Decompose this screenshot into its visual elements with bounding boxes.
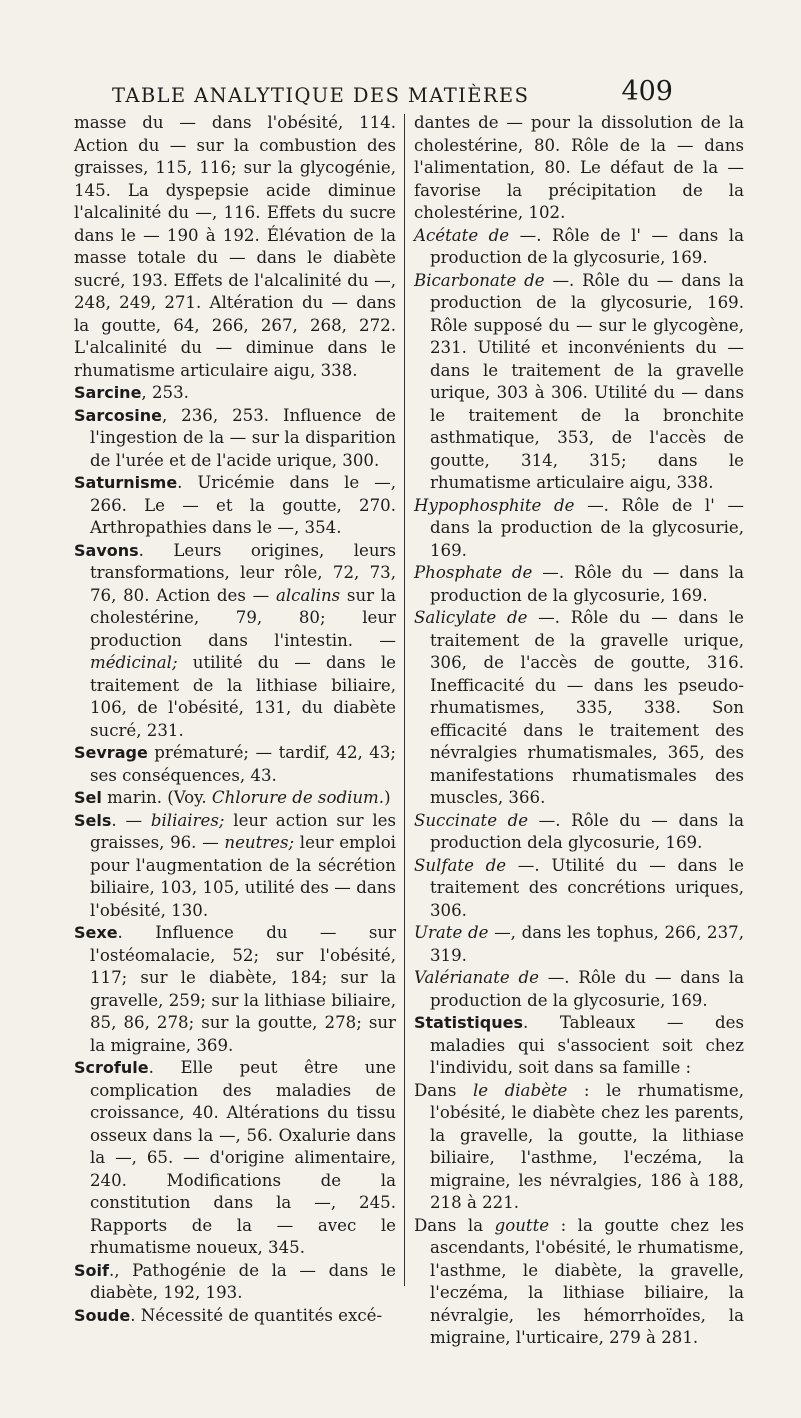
page-number: 409	[621, 76, 673, 107]
index-entry	[414, 607, 744, 810]
entry-italic-term: neutres;	[224, 833, 295, 852]
index-entry	[74, 1057, 396, 1260]
entry-headword: Sexe	[74, 923, 118, 942]
entry-italic-term: Salicylate de	[414, 608, 528, 627]
entry-text: ., Pathogénie de la — dans le diabète, 192, 193.	[90, 1260, 396, 1302]
entry-text: leur emploi pour l'augmentation de la sécrétion biliaire, 103, 105, utilité des — dans l'obésité, 130.	[90, 833, 396, 920]
entry-headword: Savons	[74, 540, 139, 560]
entry-italic-term: Hypophosphite de	[414, 495, 575, 515]
index-entry	[414, 810, 744, 855]
entry-text: sur la cholestérine, 79, 80; leur production dans l'intestin. —	[90, 585, 397, 650]
entry-text: . Uricémie dans le —, 266. Le — et la goutte, 270. Arthropathies dans le —, 354.	[90, 473, 396, 537]
index-entry-continuation	[74, 112, 396, 382]
entry-italic-term: médicinal;	[90, 653, 178, 672]
index-entry	[414, 1215, 744, 1350]
entry-text: —, dans les tophus, 266, 237, 319.	[430, 923, 745, 965]
index-entry	[414, 967, 744, 1012]
index-entry	[74, 810, 396, 923]
entry-text: leur action sur les graisses, 96. —	[90, 810, 397, 852]
entry-text: . Nécessité de quantités excé-	[130, 1305, 383, 1325]
entry-text: . Influence du — sur l'ostéomalacie, 52; sur l'obésité, 117; sur le diabète, 184; sur la gravelle, 259; sur la lithiase biliaire, 85, 86, 278; sur la goutte, 278; sur la migraine, 369.	[90, 923, 396, 1055]
entry-text: —. Rôle de l' — dans la production de la glycosurie, 169.	[430, 495, 744, 560]
column-divider	[404, 114, 405, 1286]
entry-italic-term: biliaires;	[150, 810, 225, 830]
index-entry	[74, 787, 396, 810]
index-entry	[74, 405, 396, 473]
running-title: TABLE ANALYTIQUE DES MATIÈRES	[112, 84, 530, 107]
index-entry	[414, 495, 744, 563]
entry-text: —. Rôle du — dans la production de la glycosurie, 169.	[430, 563, 744, 605]
entry-italic-term: Urate de	[414, 923, 489, 942]
index-entry	[414, 922, 744, 967]
entry-headword: Sarcine	[74, 383, 142, 402]
index-column-left	[74, 112, 396, 1327]
entry-italic-term: Sulfate de	[414, 855, 507, 875]
entry-headword: Saturnisme	[74, 473, 178, 492]
entry-text: —. Rôle de l' — dans la production de la glycosurie, 169.	[430, 225, 744, 267]
index-entry	[414, 855, 744, 923]
entry-headword: Soif	[74, 1260, 109, 1280]
entry-text: —. Rôle du — dans le traitement de la gravelle urique, 306, de l'accès de goutte, 316. Inefficacité du — dans les pseudo-rhumatismes, 335, 338. Son efficacité dans le traitement des névralgies rhumatismales, 365, des manifestations rhumatismales des muscles, 366.	[430, 608, 744, 807]
entry-text: masse du — dans l'obésité, 114. Action du — sur la combustion des graisses, 115, 116; sur la glycogénie, 145. La dyspepsie acide diminue l'alcalinité du —, 116. Effets du sucre dans le — 190 à 192. Élévation de la masse totale du — dans le diabète sucré, 193. Effets de l'alcalinité du —, 248, 249, 271. Altération du — dans la goutte, 64, 266, 267, 268, 272. L'alcalinité du — diminue dans le rhumatisme articulaire aigu, 338.	[74, 113, 396, 380]
entry-headword: Sel	[74, 788, 102, 807]
entry-text: : la goutte chez les ascendants, l'obésité, le rhumatisme, l'asthme, le diabète, la gravelle, l'eczéma, la lithiase biliaire, la névralgie, les hémorrhoïdes, la migraine, l'urticaire, 279 à 281.	[430, 1215, 745, 1347]
entry-headword: Statistiques	[414, 1013, 523, 1032]
page-header	[0, 74, 801, 110]
entry-italic-term: goutte	[494, 1215, 550, 1235]
entry-headword: Sels	[74, 810, 112, 830]
index-entry	[414, 1080, 744, 1215]
entry-italic-term: Chlorure de sodium.	[211, 788, 385, 807]
entry-headword: Scrofule	[74, 1058, 149, 1077]
entry-text: —. Rôle du — dans la production de la glycosurie, 169.	[430, 968, 744, 1010]
entry-text: —. Utilité du — dans le traitement des concrétions uriques, 306.	[430, 855, 744, 920]
entry-italic-term: Phosphate de	[414, 563, 533, 582]
entry-text: . Leurs origines, leurs transformations, leur rôle, 72, 73, 76, 80. Action des —	[90, 540, 396, 605]
entry-italic-term: Bicarbonate de	[414, 270, 545, 290]
entry-text: , 253.	[141, 383, 189, 402]
entry-italic-term: Valérianate de	[414, 968, 539, 987]
index-entry	[414, 225, 744, 270]
entry-italic-term: Succinate de	[414, 810, 529, 830]
index-column-right	[414, 112, 744, 1350]
index-entry	[74, 472, 396, 540]
index-entry	[74, 742, 396, 787]
entry-text: , 236, 253. Influence de l'ingestion de la — sur la disparition de l'urée et de l'acide urique, 300.	[90, 405, 396, 470]
index-entry	[74, 382, 396, 405]
index-entry	[74, 540, 396, 743]
entry-italic-term: le diabète	[472, 1080, 568, 1100]
entry-text: . —	[111, 810, 151, 830]
entry-headword: Sarcosine	[74, 405, 162, 425]
entry-text: prématuré; — tardif, 42, 43; ses conséquences, 43.	[90, 743, 396, 785]
entry-text: : le rhumatisme, l'obésité, le diabète chez les parents, la gravelle, la goutte, la lithiase biliaire, l'asthme, l'eczéma, la migraine, les névralgies, 186 à 188, 218 à 221.	[430, 1080, 744, 1212]
entry-text: . Elle peut être une complication des maladies de croissance, 40. Altérations du tissu osseux dans la —, 56. Oxalurie dans la —, 65. — d'origine alimentaire, 240. Modifications de la constitution dans la —, 245. Rapports de la — avec le rhumatisme noueux, 345.	[90, 1058, 396, 1257]
entry-text: Dans	[414, 1080, 473, 1100]
entry-text: marin. (Voy.	[101, 788, 212, 807]
entry-headword: Soude	[74, 1305, 131, 1325]
entry-text: Dans la	[414, 1215, 495, 1235]
entry-text: —. Rôle du — dans la production dela glycosurie, 169.	[430, 810, 744, 852]
index-entry	[414, 270, 744, 495]
index-entry-continuation	[414, 112, 744, 225]
entry-headword: Sevrage	[74, 743, 148, 762]
index-entry	[74, 922, 396, 1057]
entry-text: . Tableaux — des maladies qui s'associent soit chez l'individu, soit dans sa famille :	[430, 1013, 744, 1077]
index-entry	[74, 1305, 396, 1328]
entry-italic-term: Acétate de	[414, 225, 510, 245]
entry-text: —. Rôle du — dans la production de la glycosurie, 169. Rôle supposé du — sur le glycogène, 231. Utilité et inconvénients du — dans le traitement de la gravelle urique, 303 à 306. Utilité du — dans le traitement de la bronchite asthmatique, 353, de l'accès de goutte, 314, 315; dans le rhumatisme articulaire aigu, 338.	[430, 270, 744, 492]
index-entry	[414, 562, 744, 607]
entry-italic-term: alcalins	[275, 585, 341, 605]
entry-text: dantes de — pour la dissolution de la cholestérine, 80. Rôle de la — dans l'alimentation, 80. Le défaut de la — favorise la précipitation de la cholestérine, 102.	[414, 113, 744, 222]
entry-text: )	[384, 788, 391, 807]
entry-text: utilité du — dans le traitement de la lithiase biliaire, 106, de l'obésité, 131, du diabète sucré, 231.	[90, 653, 396, 740]
index-entry	[74, 1260, 396, 1305]
index-entry	[414, 1012, 744, 1080]
